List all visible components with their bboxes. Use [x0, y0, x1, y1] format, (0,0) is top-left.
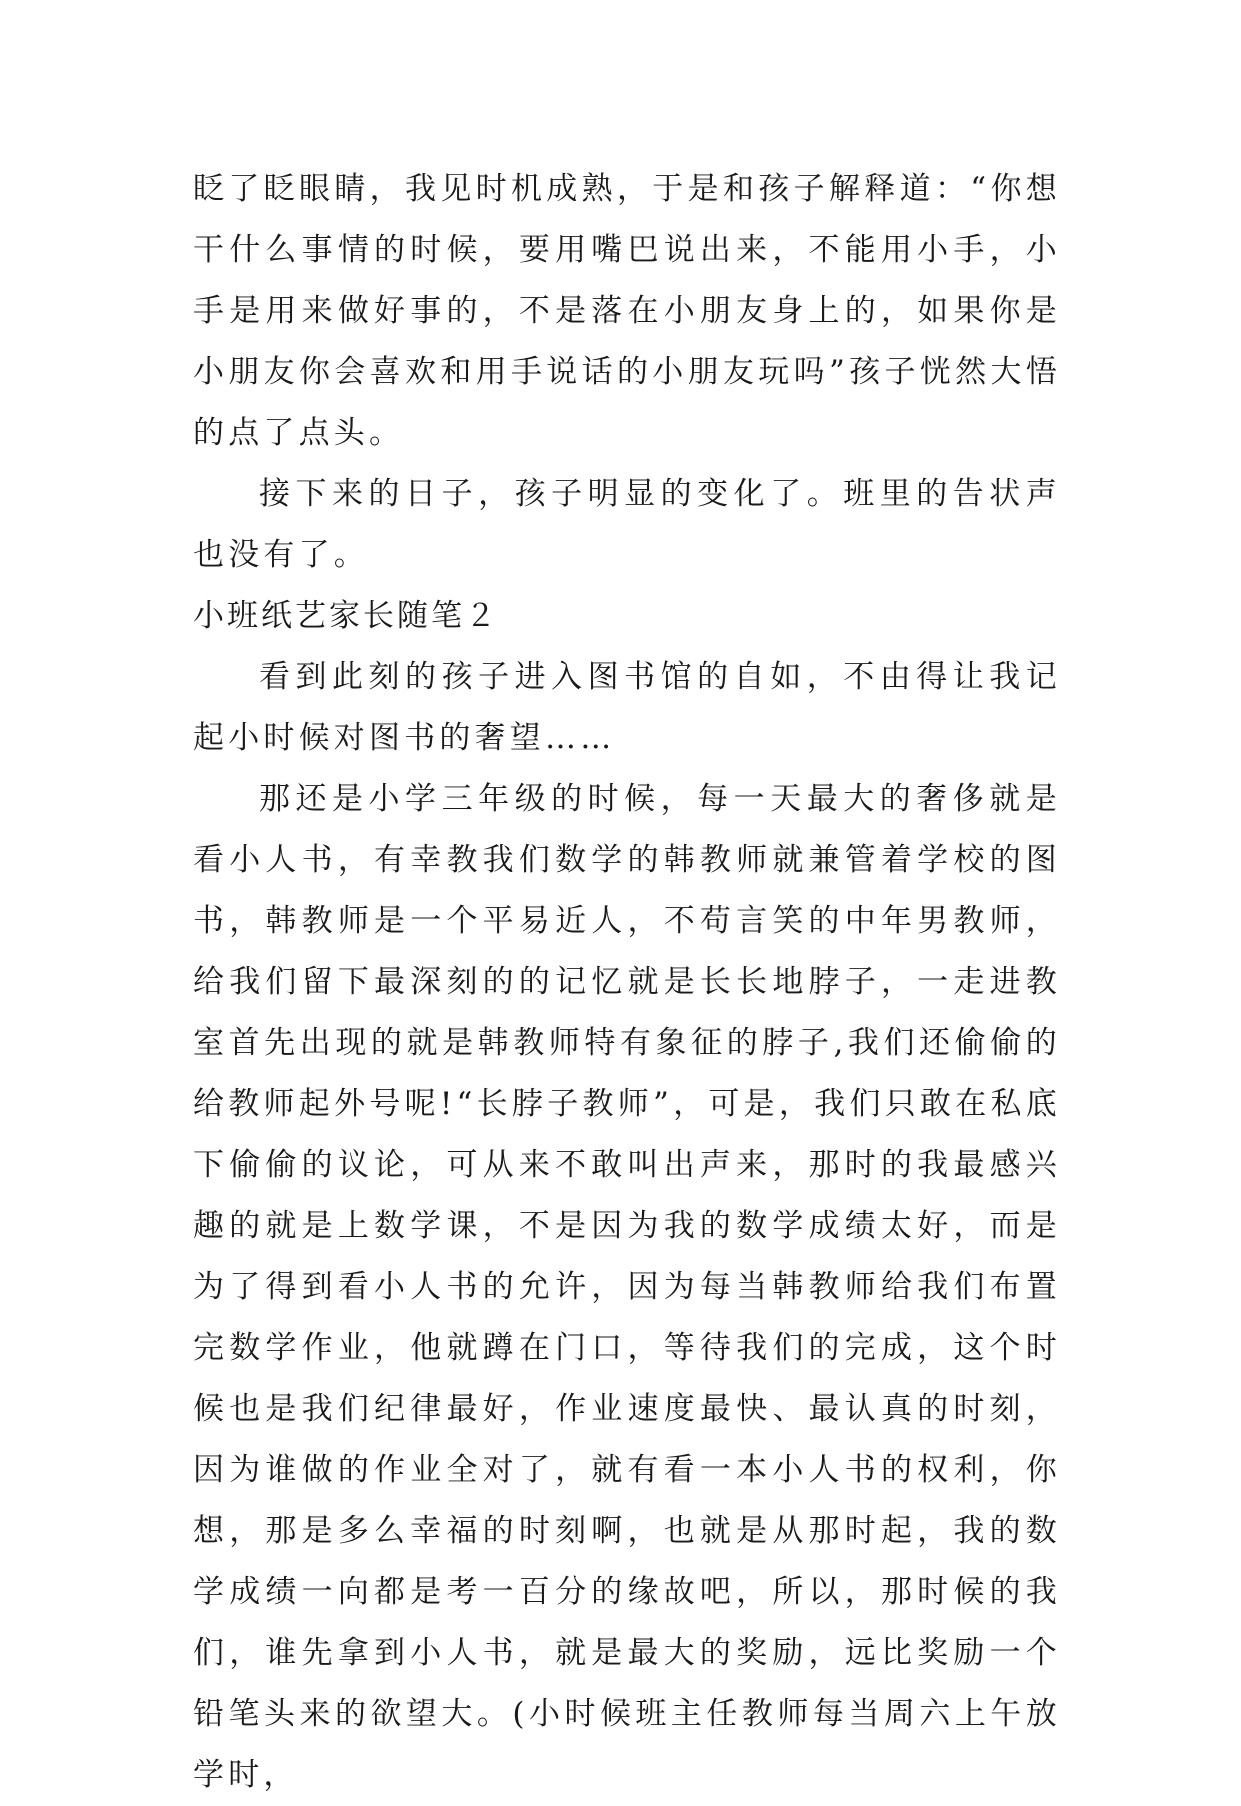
paragraph-library: 看到此刻的孩子进入图书馆的自如，不由得让我记起小时候对图书的奢望……: [193, 659, 1061, 756]
document-page: [193, 159, 1061, 1806]
paragraph-changes: 接下来的日子，孩子明显的变化了。班里的告状声也没有了。: [193, 476, 1061, 573]
section-heading: 小班纸艺家长随笔２: [193, 598, 499, 634]
paragraph-continuation: 眨了眨眼睛，我见时机成熟，于是和孩子解释道：“你想干什么事情的时候，要用嘴巴说出来，不能用小手，小手是用来做好事的，不是落在小朋友身上的，如果你是小朋友你会喜欢和用手说话的小朋友玩吗”孩子恍然大悟的点了点头。: [193, 171, 1061, 451]
paragraph-memory: 那还是小学三年级的时候，每一天最大的奢侈就是看小人书，有幸教我们数学的韩教师就兼管着学校的图书，韩教师是一个平易近人，不苟言笑的中年男教师，给我们留下最深刻的的记忆就是长长地脖子，一走进教室首先出现的就是韩教师特有象征的脖子,我们还偷偷的给教师起外号呢!“长脖子教师”，可是，我们只敢在私底下偷偷的议论，可从来不敢叫出声来，那时的我最感兴趣的就是上数学课，不是因为我的数学成绩太好，而是为了得到看小人书的允许，因为每当韩教师给我们布置完数学作业，他就蹲在门口，等待我们的完成，这个时候也是我们纪律最好，作业速度最快、最认真的时刻，因为谁做的作业全对了，就有看一本小人书的权利，你想，那是多么幸福的时刻啊，也就是从那时起，我的数学成绩一向都是考一百分的缘故吧，所以，那时候的我们，谁先拿到小人书，就是最大的奖励，远比奖励一个铅笔头来的欲望大。(小时候班主任教师每当周六上午放学时，: [193, 781, 1061, 1793]
